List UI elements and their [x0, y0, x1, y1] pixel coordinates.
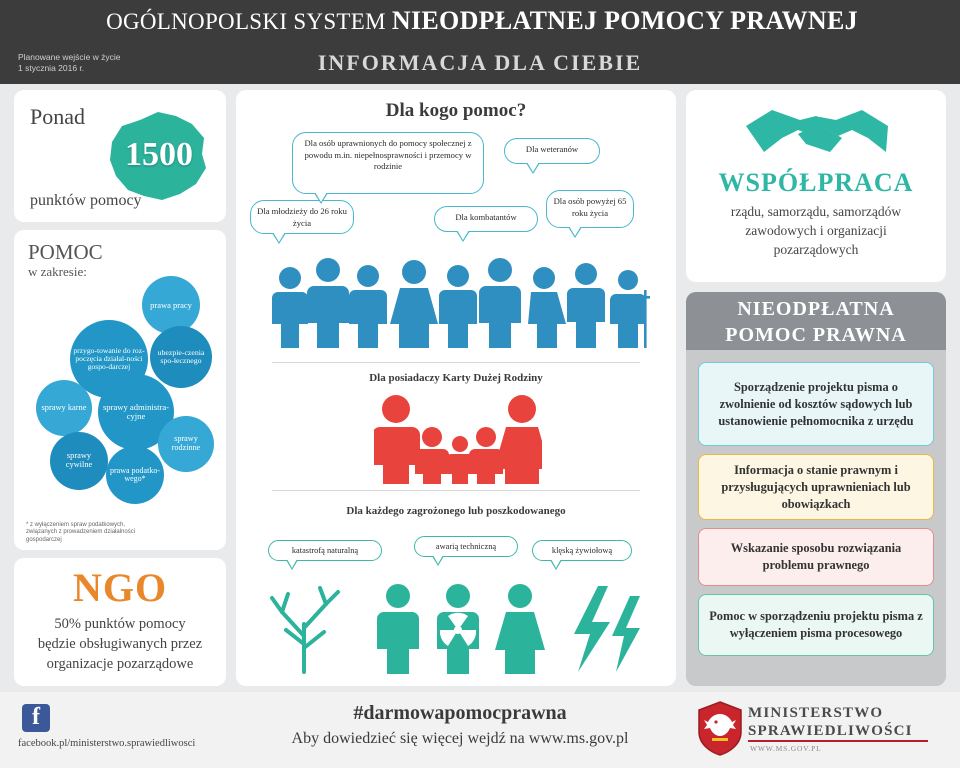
page-title	[22, 6, 942, 36]
polish-eagle-emblem-icon	[696, 700, 744, 756]
divider-2	[272, 490, 640, 491]
pomoc-card	[14, 230, 226, 550]
page-title-bold: NIEODPŁATNEJ POMOCY PRAWNEJ	[391, 6, 858, 35]
footer-cta: Aby dowiedzieć się więcej wejdź na www.ms.gov.pl	[291, 730, 629, 747]
center-title: Dla kogo pomoc?	[385, 100, 527, 121]
points-caption: punktów pomocy	[30, 192, 142, 209]
nppp-header-line2: POMOC PRAWNA	[725, 324, 907, 346]
wspolpraca-text	[698, 202, 934, 259]
ngo-title: NGO	[72, 565, 168, 610]
nppp-panel	[686, 292, 946, 686]
hashtag-text: #darmowapomocprawna	[353, 702, 567, 724]
header-note	[18, 52, 121, 74]
header-note-line2: 1 stycznia 2016 r.	[18, 63, 85, 73]
speech-mlodziez[interactable]: Dla młodzieży do 26 roku życia	[250, 200, 354, 234]
ministry-name-line1: MINISTERSTWO	[748, 705, 884, 721]
wspolpraca-line2: zawodowych i organizacji	[745, 223, 887, 238]
tag-awaria-techniczna[interactable]: awarią techniczną	[414, 536, 518, 557]
zagrozeni-label: Dla każdego zagrożonego lub poszkodowanego	[346, 505, 566, 517]
tag-kleska-zywiolowa[interactable]: klęską żywiołową	[532, 540, 632, 561]
hazard-green-group-icon	[258, 578, 654, 674]
ministry-rule	[748, 740, 928, 742]
ngo-text-line3: organizacje pozarządowe	[46, 656, 194, 672]
ministry-name	[748, 704, 913, 740]
facebook-icon[interactable]: f	[22, 704, 50, 732]
bubble-ubezpieczenia[interactable]: ubezpie-czenia spo-łecznego	[150, 326, 212, 388]
ministry-logo-block	[696, 700, 946, 758]
ngo-card	[14, 558, 226, 686]
bubble-dzialalnosc[interactable]: przygo-towanie do roz-poczęcia działal-ności gospo-darczej	[70, 320, 148, 398]
karta-duzej-rodziny-label: Dla posiadaczy Karty Dużej Rodziny	[369, 372, 543, 384]
bubble-sprawy-karne[interactable]: sprawy karne	[36, 380, 92, 436]
page-subtitle: INFORMACJA DLA CIEBIE	[317, 50, 643, 75]
nppp-header-line1: NIEODPŁATNA	[737, 298, 895, 320]
bubble-sprawy-administracyjne[interactable]: sprawy administra-cyjne	[98, 374, 174, 450]
nppp-item-2[interactable]: Informacja o stanie prawnym i przysługujących uprawnieniach lub obowiązkach	[698, 454, 934, 520]
family-red-group-icon	[374, 392, 542, 484]
people-blue-group-icon	[256, 256, 656, 350]
page-title-thin: OGÓLNOPOLSKI SYSTEM	[106, 9, 392, 34]
bubble-prawo-podatkowe[interactable]: prawa podatko-wego*	[106, 446, 164, 504]
handshake-icon	[742, 100, 892, 166]
points-number: 1500	[125, 136, 193, 173]
ngo-text	[22, 614, 218, 674]
ministry-name-line2: SPRAWIEDLIWOŚCI	[748, 723, 913, 739]
bubble-sprawy-cywilne[interactable]: sprawy cywilne	[50, 432, 108, 490]
speech-pomoc-spoleczna[interactable]: Dla osób uprawnionych do pomocy społecznej z powodu m.in. niepełnosprawności i przemocy w rodzinie	[292, 132, 484, 194]
wspolpraca-card	[686, 90, 946, 282]
speech-kombatanci[interactable]: Dla kombatantów	[434, 206, 538, 232]
nppp-header	[686, 292, 946, 350]
ngo-text-line1: 50% punktów pomocy	[54, 616, 186, 632]
center-card	[236, 90, 676, 686]
ngo-text-line2: będzie obsługiwanych przez	[37, 636, 203, 652]
pomoc-title: POMOC	[28, 240, 103, 264]
points-ponad-label: Ponad	[30, 104, 85, 129]
wspolpraca-title: WSPÓŁPRACA	[718, 168, 914, 197]
poland-map-icon	[100, 98, 218, 216]
header-note-line1: Planowane wejście w życie	[18, 52, 121, 62]
speech-powyzej-65[interactable]: Dla osób powyżej 65 roku życia	[546, 190, 634, 228]
pomoc-footnote: * z wyłączeniem spraw podatkowych, związanych z prowadzeniem działalności gospodarczej	[26, 521, 136, 543]
speech-weterani[interactable]: Dla weteranów	[504, 138, 600, 164]
points-card	[14, 90, 226, 222]
ministry-url: WWW.MS.GOV.PL	[750, 744, 822, 753]
header-bar	[0, 0, 960, 84]
nppp-item-4[interactable]: Pomoc w sporządzeniu projektu pisma z wyłączeniem pisma procesowego	[698, 594, 934, 656]
bubble-sprawy-rodzinne[interactable]: sprawy rodzinne	[158, 416, 214, 472]
wspolpraca-line3: pozarządowych	[773, 242, 859, 257]
nppp-item-3[interactable]: Wskazanie sposobu rozwiązania problemu prawnego	[698, 528, 934, 586]
tag-katastrofa-naturalna[interactable]: katastrofą naturalną	[268, 540, 382, 561]
pomoc-subtitle: w zakresie:	[28, 264, 87, 279]
facebook-url[interactable]: facebook.pl/ministerstwo.sprawiedliwosci	[18, 738, 196, 749]
divider-1	[272, 362, 640, 363]
wspolpraca-line1: rządu, samorządu, samorządów	[730, 204, 902, 219]
pomoc-bubble-group	[14, 276, 226, 506]
bubble-prawa-pracy[interactable]: prawa pracy	[142, 276, 200, 334]
nppp-item-1[interactable]: Sporządzenie projektu pisma o zwolnienie od kosztów sądowych lub ustanowienie pełnomocnika z urzędu	[698, 362, 934, 446]
